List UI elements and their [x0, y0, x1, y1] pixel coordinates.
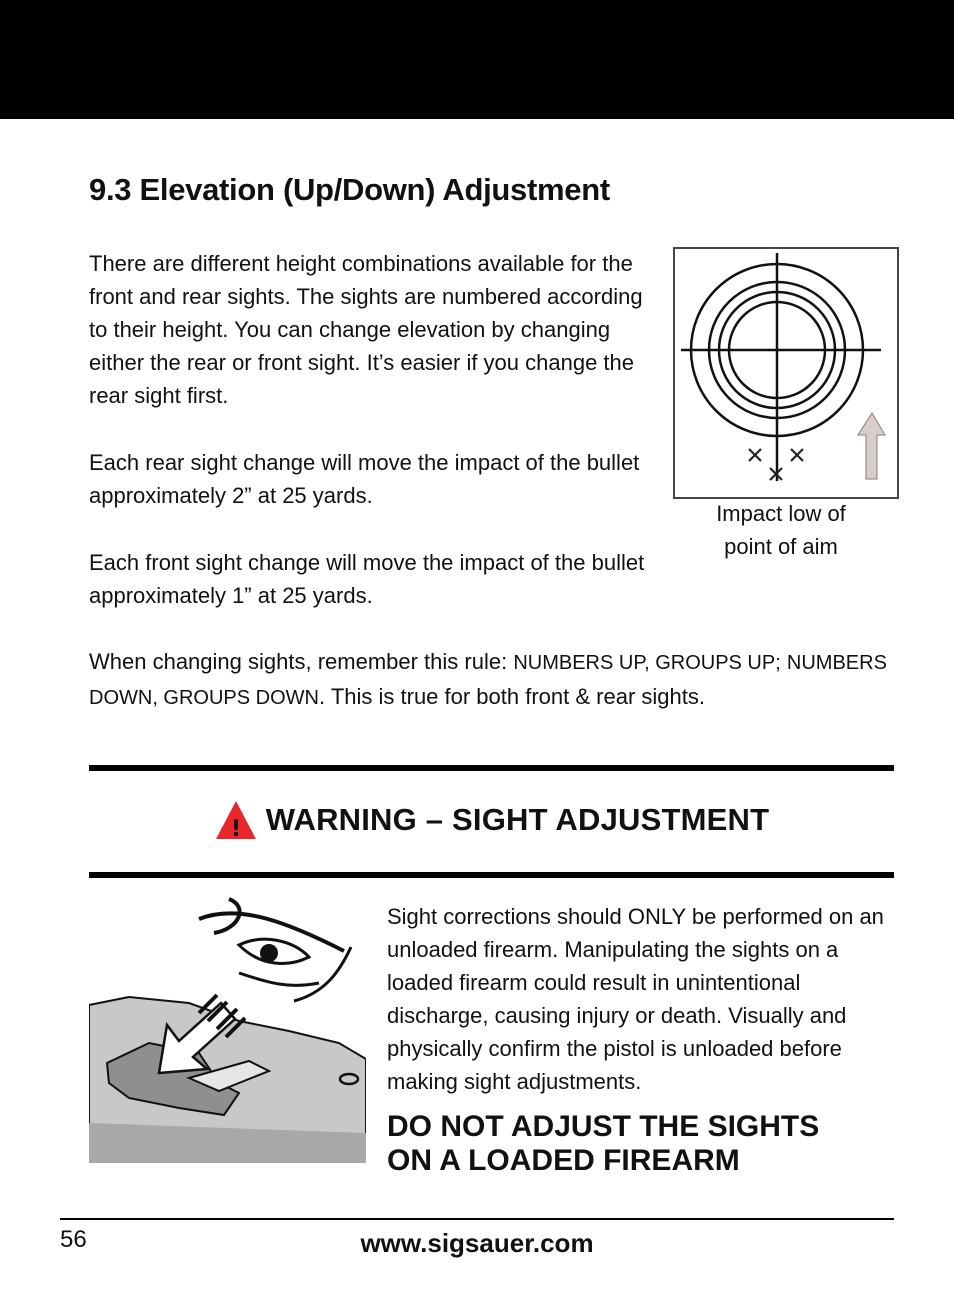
warning-body-text: Sight corrections should ONLY be performed on an unloaded firearm. Manipulating the sights on a loaded firearm could result in unintentional discharge, causing injury or death. Visually and physically confirm the pistol is unloaded before making sight adjustments. [387, 904, 884, 1094]
pistol-inspection-illustration [89, 893, 366, 1163]
warning-top-rule [89, 765, 894, 771]
rule-numbers-down: NUMBERS DOWN, GROUPS DOWN [89, 652, 887, 709]
page-number: 56 [60, 1226, 87, 1253]
caption-line-2: point of aim [724, 534, 838, 559]
target-caption [673, 497, 889, 563]
eye-pistol-drawing [89, 893, 366, 1163]
target-diagram [673, 247, 899, 499]
warning-caps-line-1: DO NOT ADJUST THE SIGHTS [387, 1110, 820, 1143]
warning-exclamation: ! [230, 817, 241, 841]
warning-header [89, 795, 894, 845]
warning-title: WARNING – SIGHT ADJUSTMENT [265, 802, 770, 837]
rule-numbers-up: NUMBERS UP, GROUPS UP; [513, 652, 781, 674]
footer-website: www.sigsauer.com [360, 1228, 594, 1258]
warning-triangle-icon [214, 799, 258, 841]
warning-bottom-rule [89, 872, 894, 878]
caption-line-1: Impact low of [716, 501, 846, 526]
paragraph-height-combinations: There are different height combinations available for the front and rear sights. The sights are numbered according to their height. You can change elevation by changing either the rear or front sight. It’s easier if you change the rear sight first. [89, 251, 643, 408]
section-title: 9.3 Elevation (Up/Down) Adjustment [89, 172, 610, 207]
eye-pupil [260, 944, 278, 962]
top-black-band [0, 0, 954, 119]
warning-caps-line-2: ON A LOADED FIREARM [387, 1144, 740, 1177]
rule-lead-text: When changing sights, remember this rule: [89, 649, 514, 674]
eye-lower-lid [239, 973, 319, 985]
paragraph-sight-rule [89, 645, 889, 715]
paragraph-front-sight-change: Each front sight change will move the impact of the bullet approximately 1” at 25 yards. [89, 550, 645, 608]
target-impact-figure [673, 247, 899, 499]
warning-caps-statement [387, 1110, 897, 1178]
footer-rule [60, 1218, 894, 1220]
paragraph-rear-sight-change: Each rear sight change will move the impact of the bullet approximately 2” at 25 yards. [89, 450, 640, 508]
rule-tail-text: . This is true for both front & rear sights. [319, 684, 705, 709]
